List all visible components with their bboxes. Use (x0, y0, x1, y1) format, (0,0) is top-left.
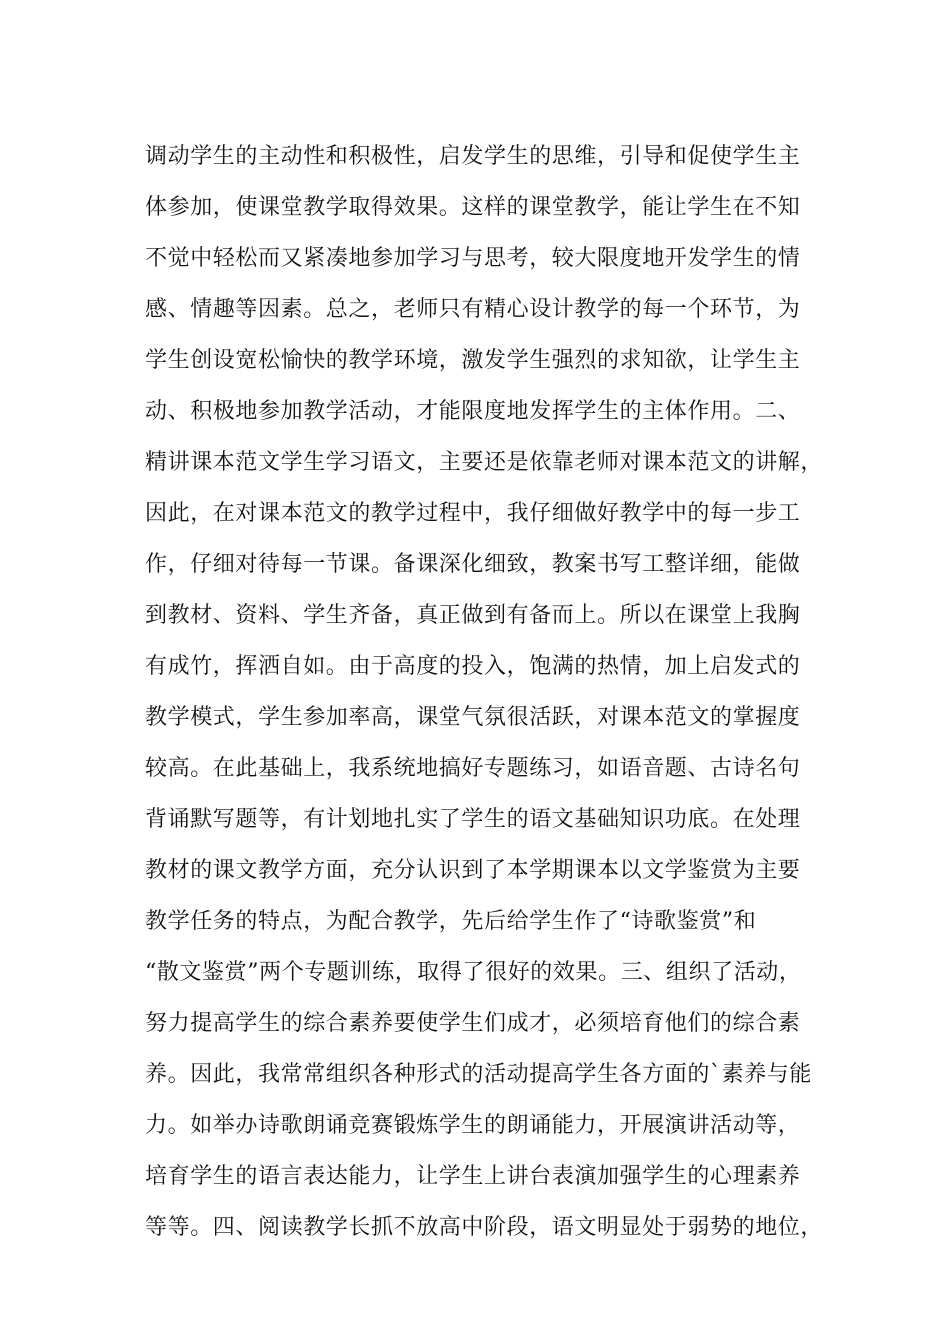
body-text (145, 131, 835, 1253)
text-line-13: 较高。在此基础上，我系统地搞好专题练习，如语音题、古诗名句 (145, 756, 801, 781)
text-line-6: 动、积极地参加教学活动，才能限度地发挥学生的主体作用。二、 (145, 399, 801, 424)
text-line-14: 背诵默写题等，有计划地扎实了学生的语文基础知识功底。在处理 (145, 807, 801, 832)
text-line-11: 有成竹，挥洒自如。由于高度的投入，饱满的热情，加上启发式的 (145, 654, 801, 679)
text-line-8: 因此，在对课本范文的教学过程中，我仔细做好教学中的每一步工 (145, 501, 801, 526)
text-line-3: 不觉中轻松而又紧凑地参加学习与思考，较大限度地开发学生的情 (145, 246, 801, 271)
text-line-19: 养。因此，我常常组织各种形式的活动提高学生各方面的`素养与能 (145, 1062, 813, 1087)
text-line-7: 精讲课本范文学生学习语文，主要还是依靠老师对课本范文的讲解， (145, 450, 824, 475)
text-line-15: 教材的课文教学方面，充分认识到了本学期课本以文学鉴赏为主要 (145, 858, 801, 883)
text-line-17: “散文鉴赏”两个专题训练，取得了很好的效果。三、组织了活动， (145, 960, 802, 985)
text-line-1: 调动学生的主动性和积极性，启发学生的思维，引导和促使学生主 (145, 144, 801, 169)
text-line-9: 作，仔细对待每一节课。备课深化细致，教案书写工整详细，能做 (145, 552, 801, 577)
text-line-2: 体参加，使课堂教学取得效果。这样的课堂教学，能让学生在不知 (145, 195, 801, 220)
text-line-18: 努力提高学生的综合素养要使学生们成才，必须培育他们的综合素 (145, 1011, 801, 1036)
text-line-21: 培育学生的语言表达能力，让学生上讲台表演加强学生的心理素养 (145, 1164, 801, 1189)
text-line-22: 等等。四、阅读教学长抓不放高中阶段，语文明显处于弱势的地位， (145, 1215, 824, 1240)
text-line-20: 力。如举办诗歌朗诵竞赛锻炼学生的朗诵能力，开展演讲活动等， (145, 1113, 801, 1138)
text-line-12: 教学模式，学生参加率高，课堂气氛很活跃，对课本范文的掌握度 (145, 705, 801, 730)
text-line-5: 学生创设宽松愉快的教学环境，激发学生强烈的求知欲，让学生主 (145, 348, 801, 373)
text-line-4: 感、情趣等因素。总之，老师只有精心设计教学的每一个环节，为 (145, 297, 801, 322)
text-line-16: 教学任务的特点，为配合教学，先后给学生作了“诗歌鉴赏”和 (145, 909, 757, 934)
text-line-10: 到教材、资料、学生齐备，真正做到有备而上。所以在课堂上我胸 (145, 603, 801, 628)
